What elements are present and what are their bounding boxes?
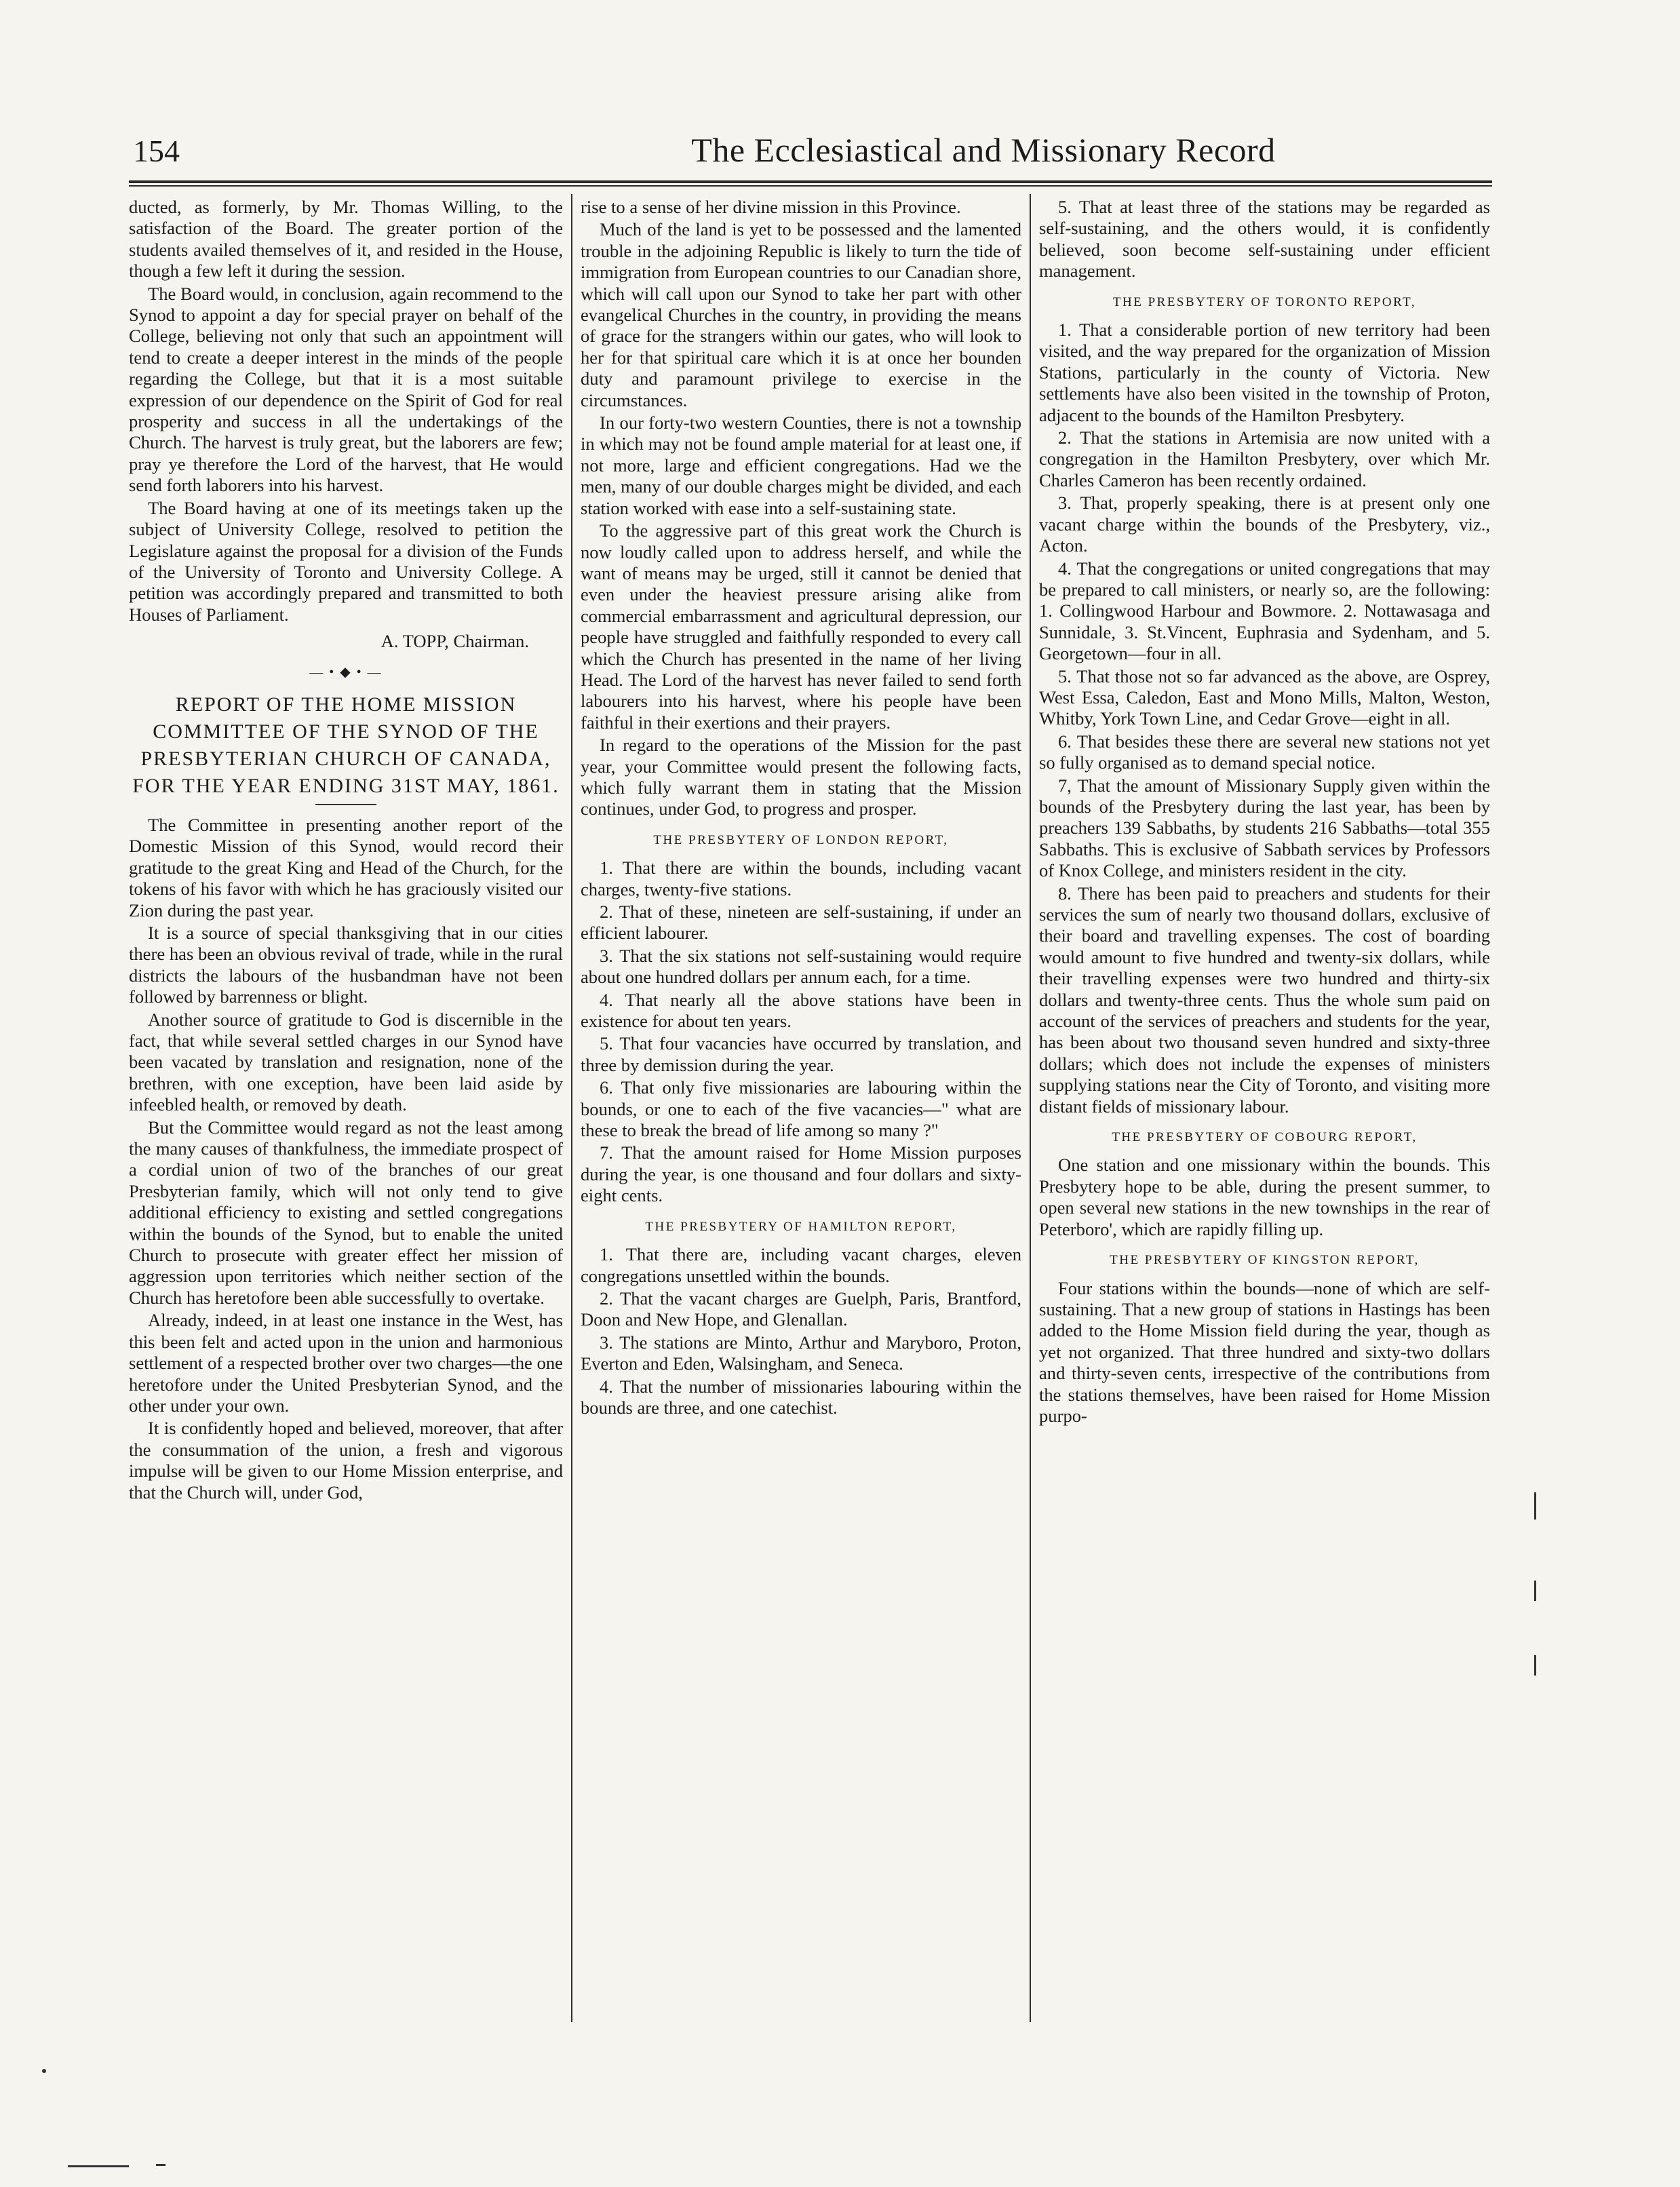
list-item: 1. That there are within the bounds, including vacant charges, twenty-five stations. bbox=[581, 857, 1021, 899]
page-header bbox=[129, 130, 1492, 178]
running-title: The Ecclesiastical and Missionary Record bbox=[691, 131, 1276, 169]
list-item: 2. That the stations in Artemisia are now united with a congregation in the Hamilton Presbytery, over which Mr. Charles Cameron has been recently ordained. bbox=[1039, 427, 1490, 490]
list-item: 5. That four vacancies have occurred by translation, and three by demission during the year. bbox=[581, 1033, 1021, 1075]
section-heading-hamilton: THE PRESBYTERY OF HAMILTON REPORT, bbox=[645, 1219, 957, 1234]
section-heading-toronto: THE PRESBYTERY OF TORONTO REPORT, bbox=[1112, 294, 1417, 309]
paragraph: rise to a sense of her divine mission in this Province. bbox=[581, 197, 961, 217]
column-3 bbox=[1039, 197, 1490, 1428]
list-item: 8. There has been paid to preachers and students for their services the sum of nearly two thousand dollars, exclusive of their board and travelling expenses. The cost of boarding would amount to five hundred and twenty-six dollars, while their travelling expenses were two hundred and thirty-six dollars and twenty-three cents. Thus the whole sum paid on account of the services of preachers and students for the year, has been about two thousand seven hundred and sixty-three dollars; which does not include the expenses of ministers supplying stations near the City of Toronto, and visiting more distant fields of missionary labour. bbox=[1039, 883, 1490, 1117]
scan-mark bbox=[42, 2069, 46, 2073]
list-item: 5. That those not so far advanced as the above, are Osprey, West Essa, Caledon, East and Mono Mills, Malton, Weston, Whitby, York Town Line, and Cedar Grove—eight in all. bbox=[1039, 665, 1490, 729]
scan-mark bbox=[1534, 1492, 1536, 1520]
list-item: 4. That the number of missionaries labouring within the bounds are three, and one catechist. bbox=[581, 1376, 1021, 1418]
list-item: 6. That besides these there are several new stations not yet so fully organised as to demand special notice. bbox=[1039, 731, 1490, 773]
list-item: 1. That a considerable portion of new territory had been visited, and the way prepared for the organization of Mission Stations, particularly in the county of Victoria. New settlements have also been visited in the township of Proton, adjacent to the bounds of the Hamilton Presbytery. bbox=[1039, 320, 1490, 425]
section-heading-london: THE PRESBYTERY OF LONDON REPORT, bbox=[653, 832, 949, 847]
title-rule bbox=[315, 804, 376, 805]
list-item: 7. That the amount raised for Home Mission purposes during the year, is one thousand and four dollars and sixty-eight cents. bbox=[581, 1142, 1021, 1206]
column-divider-1 bbox=[571, 194, 572, 2022]
section-heading-cobourg: THE PRESBYTERY OF COBOURG REPORT, bbox=[1112, 1130, 1418, 1145]
list-item: 7, That the amount of Missionary Supply given within the bounds of the Presbytery during the last year, has been by preachers 139 Sabbaths, by students 216 Sabbaths—total 355 Sabbaths. This is exclusive of Sabbath services by Professors of Knox College, and ministers resident in the city. bbox=[1039, 775, 1490, 881]
paragraph: To the aggressive part of this great work the Church is now loudly called upon to address herself, and while the want of means may be urged, still it cannot be denied that even under the heaviest pressure arising alike from commercial embarrassment and agricultural depression, our people have struggled and faithfully responded to every call which the Church has presented in the name of her living Head. The Lord of the harvest has never failed to send forth labourers into his harvest, where his people have been faithful in their exertions and their prayers. bbox=[581, 520, 1021, 733]
column-2 bbox=[581, 197, 1021, 1420]
list-item: 3. The stations are Minto, Arthur and Maryboro, Proton, Everton and Eden, Walsingham, and Seneca. bbox=[581, 1332, 1021, 1374]
list-item: 2. That the vacant charges are Guelph, Paris, Brantford, Doon and New Hope, and Glenallan. bbox=[581, 1288, 1021, 1330]
section-heading-kingston: THE PRESBYTERY OF KINGSTON REPORT, bbox=[1110, 1253, 1420, 1268]
scan-mark bbox=[1534, 1581, 1536, 1601]
paragraph: The Committee in presenting another report of the Domestic Mission of this Synod, would record their gratitude to the great King and Head of the Church, for the tokens of his favor with which he has graciously visited our Zion during the past year. bbox=[129, 814, 563, 921]
report-title: REPORT OF THE HOME MISSION COMMITTEE OF THE SYNOD OF THE PRESBYTERIAN CHURCH OF CANADA, FOR THE YEAR ENDING 31ST MAY, 1861. bbox=[132, 693, 560, 797]
list-item: 6. That only five missionaries are labouring within the bounds, or one to each of the five vacancies—" what are these to break the bread of life among so many ?" bbox=[581, 1077, 1021, 1141]
list-item: 5. That at least three of the stations may be regarded as self-sustaining, and the others would, it is confidently believed, soon become self-sustaining under efficient management. bbox=[1039, 197, 1490, 282]
paragraph: The Board having at one of its meetings taken up the subject of University College, resolved to petition the Legislature against the proposal for a division of the Funds of the University of Toronto and University College. A petition was accordingly prepared and transmitted to both Houses of Parliament. bbox=[129, 497, 563, 625]
list-item: 4. That the congregations or united congregations that may be prepared to call ministers, or nearly so, are the following: 1. Collingwood Harbour and Bowmore. 2. Nottawasaga and Sunnidale, 3. St.Vincent, Euphrasia and Sydenham, and 5. Georgetown—four in all. bbox=[1039, 558, 1490, 664]
list-item: 3. That the six stations not self-sustaining would require about one hundred dollars per annum each, for a time. bbox=[581, 945, 1021, 988]
paragraph: The Board would, in conclusion, again recommend to the Synod to appoint a day for special prayer on behalf of the College, believing not only that such an appointment will tend to create a deeper interest in the minds of the people regarding the College, but that it is a most suitable expression of our dependence on the Spirit of God for real prosperity and success in all the undertakings of the Church. The harvest is truly great, but the laborers are few; pray ye therefore the Lord of the harvest, that He would send forth laborers into his harvest. bbox=[129, 283, 563, 496]
scan-mark bbox=[156, 2164, 165, 2166]
list-item: 4. That nearly all the above stations have been in existence for about ten years. bbox=[581, 989, 1021, 1032]
page-number: 154 bbox=[133, 134, 180, 168]
list-item: 2. That of these, nineteen are self-sustaining, if under an efficient labourer. bbox=[581, 902, 1021, 944]
signature: A. TOPP, Chairman. bbox=[380, 631, 529, 652]
paragraph: Much of the land is yet to be possessed and the lamented trouble in the adjoining Republic is likely to turn the tide of immigration from European countries to our Canadian shore, which will call upon our Synod to take her part with other evangelical Churches in the country, in providing the means of grace for the strangers within our gates, who will look to her for that spiritual care which it is at once her bounden duty and paramount privilege to exercise in the circumstances. bbox=[581, 219, 1021, 410]
ornament-divider: — • ◆ • — bbox=[309, 664, 383, 680]
paragraph: ducted, as formerly, by Mr. Thomas Willing, to the satisfaction of the Board. The greater portion of the students availed themselves of it, and resided in the House, though a few left it during the session. bbox=[129, 197, 563, 282]
paragraph: One station and one missionary within the bounds. This Presbytery hope to be able, during the present summer, to open several new stations in the new townships in the rear of Peterboro', which are rapidly filling up. bbox=[1039, 1155, 1490, 1239]
list-item: 3. That, properly speaking, there is at present only one vacant charge within the bounds of the Presbytery, viz., Acton. bbox=[1039, 492, 1490, 556]
scan-mark bbox=[1534, 1655, 1536, 1676]
paragraph: It is a source of special thanksgiving that in our cities there has been an obvious revival of trade, while in the rural districts the labours of the husbandman have not been followed by barrenness or blight. bbox=[129, 922, 563, 1007]
paragraph: It is confidently hoped and believed, moreover, that after the consummation of the union, a fresh and vigorous impulse will be given to our Home Mission enterprise, and that the Church will, under God, bbox=[129, 1418, 563, 1503]
paragraph: In our forty-two western Counties, there is not a township in which may not be found ample material for at least one, if not more, large and efficient congregations. Had we the men, many of our double charges might be divided, and each station worked with ease into a self-sustaining state. bbox=[581, 412, 1021, 518]
paragraph: Already, indeed, in at least one instance in the West, has this been felt and acted upon in the union and harmonious settlement of a respected brother over two charges—the one heretofore under the United Presbyterian Synod, and the other under your own. bbox=[129, 1310, 563, 1416]
paragraph: In regard to the operations of the Mission for the past year, your Committee would present the following facts, which fully warrant them in stating that the Mission continues, under God, to progress and prosper. bbox=[581, 735, 1021, 819]
paragraph: But the Committee would regard as not the least among the many causes of thankfulness, the immediate prospect of a cordial union of two of the branches of our great Presbyterian family, which will not only tend to give additional efficiency to existing and settled congregations within the bounds of the Synod, but to enable the united Church to prosecute with greater effect her mission of aggression upon territories which neither section of the Church has heretofore been able successfully to overtake. bbox=[129, 1117, 563, 1308]
paragraph: Four stations within the bounds—none of which are self-sustaining. That a new group of stations in Hastings has been added to the Home Mission field during the year, though as yet not organized. That three hundred and sixty-two dollars and thirty-seven cents, irrespective of the contributions from the stations themselves, have been raised for Home Mission purpo- bbox=[1039, 1277, 1490, 1426]
column-divider-2 bbox=[1030, 194, 1031, 2022]
paragraph: Another source of gratitude to God is discernible in the fact, that while several settled charges in our Synod have been vacated by translation and resignation, none of the brethren, with one exception, have been laid aside by infeebled health, or removed by death. bbox=[129, 1009, 563, 1115]
list-item: 1. That there are, including vacant charges, eleven congregations unsettled within the bounds. bbox=[581, 1244, 1021, 1286]
header-rule-thin bbox=[129, 185, 1492, 187]
scan-mark bbox=[68, 2165, 129, 2167]
column-1 bbox=[129, 197, 563, 1505]
header-rule bbox=[129, 180, 1492, 183]
